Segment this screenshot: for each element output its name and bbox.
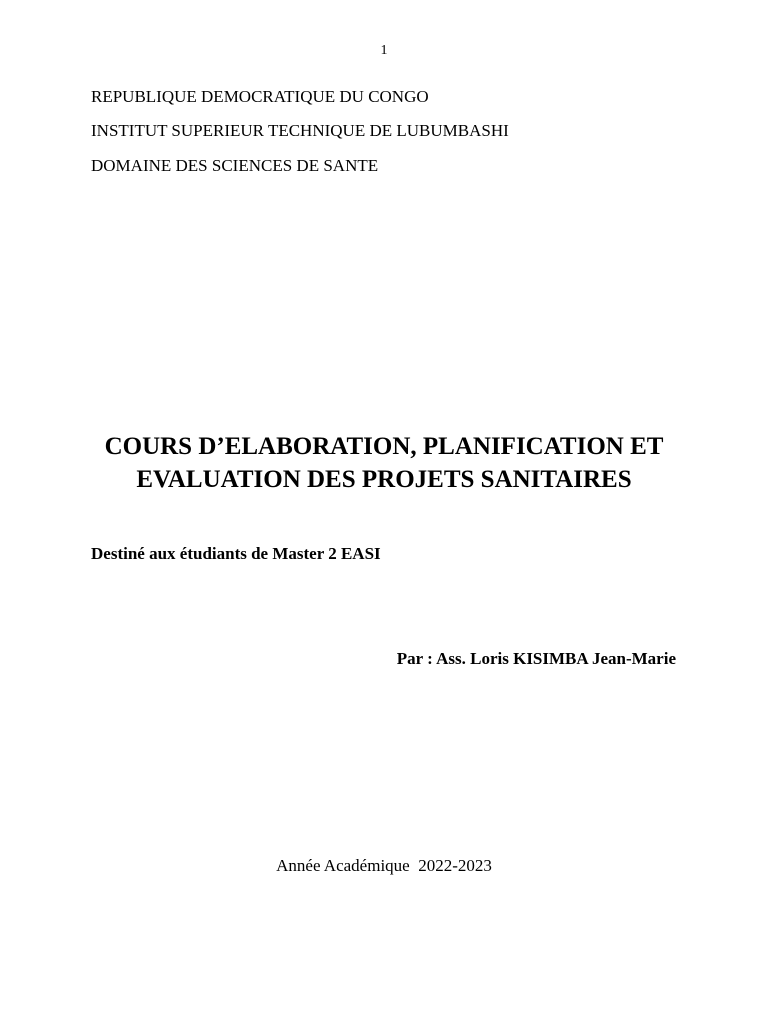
course-title	[60, 430, 708, 496]
course-title-line-2: EVALUATION DES PROJETS SANITAIRES	[136, 466, 632, 493]
header-institute: INSTITUT SUPERIEUR TECHNIQUE DE LUBUMBASHI	[91, 121, 509, 140]
author: Par : Ass. Loris KISIMBA Jean-Marie	[396, 649, 676, 668]
page-number: 1	[380, 43, 388, 58]
academic-year: Année Académique 2022-2023	[276, 856, 492, 875]
header-domain: DOMAINE DES SCIENCES DE SANTE	[91, 156, 379, 175]
course-title-line-1: COURS D’ELABORATION, PLANIFICATION ET	[104, 433, 664, 460]
target-audience: Destiné aux étudiants de Master 2 EASI	[91, 544, 381, 563]
header-country: REPUBLIQUE DEMOCRATIQUE DU CONGO	[91, 87, 429, 106]
